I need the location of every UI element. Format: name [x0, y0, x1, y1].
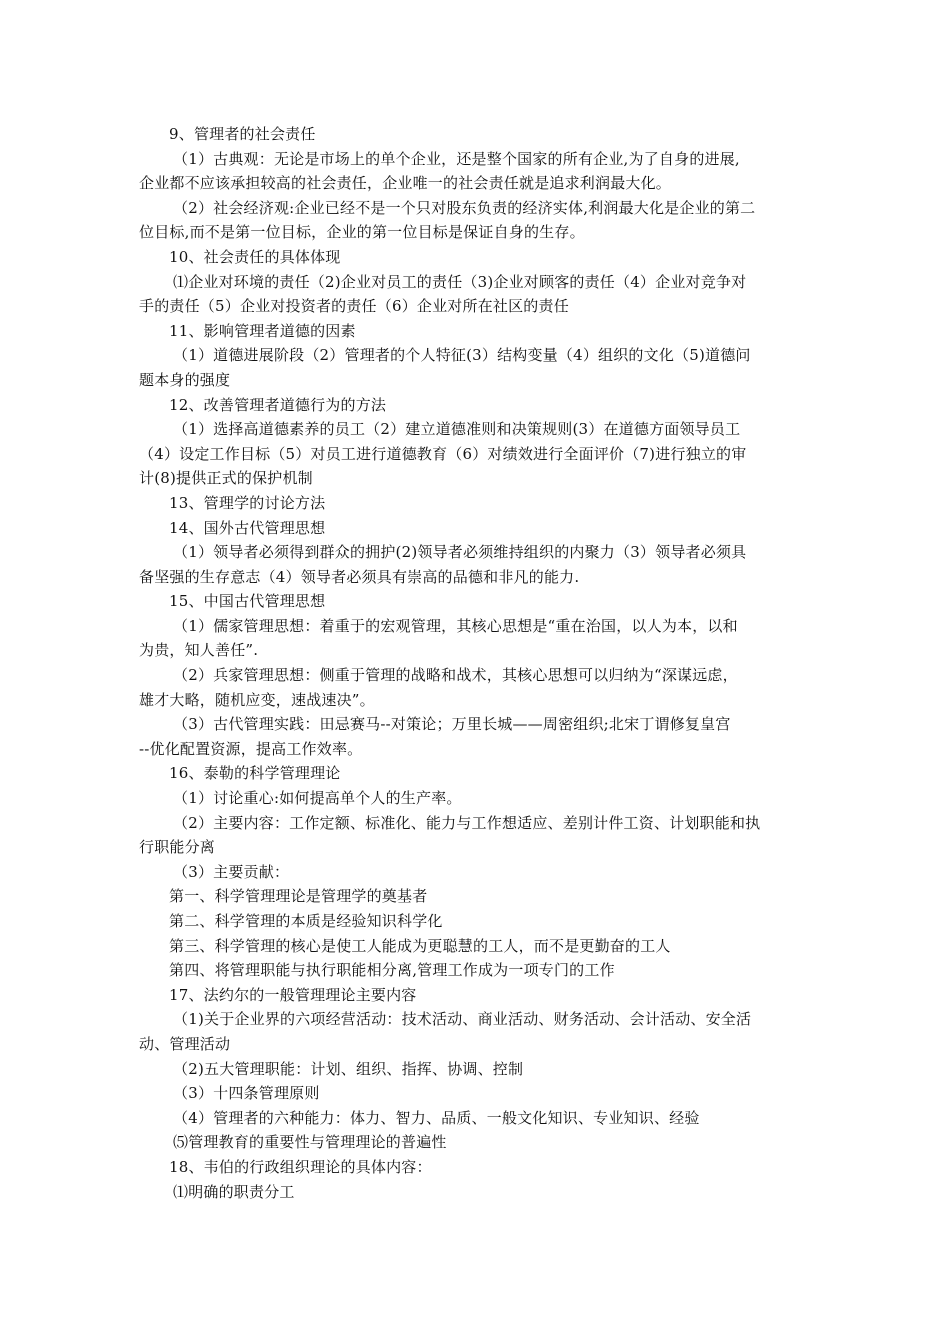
text-line: 第二、科学管理的本质是经验知识科学化 [169, 912, 443, 930]
text-line: 计(8)提供正式的保护机制 [139, 469, 313, 488]
text-line: 位目标,而不是第一位目标，企业的第一位目标是保证自身的生存。 [139, 223, 585, 242]
text-line: 17、法约尔的一般管理理论主要内容 [169, 985, 417, 1004]
text-line: （4）设定工作目标（5）对员工进行道德教育（6）对绩效进行全面评价（7)进行独立的审 [139, 444, 747, 463]
text-line: （2）社会经济观:企业已经不是一个只对股东负责的经济实体,利润最大化是企业的第二 [173, 198, 756, 217]
text-line: ⑴企业对环境的责任（2)企业对员工的责任（3)企业对顾客的责任（4）企业对竞争对 [173, 272, 747, 291]
text-line: （3）主要贡献： [173, 862, 290, 881]
text-line: （4）管理者的六种能力：体力、智力、品质、一般文化知识、专业知识、经验 [173, 1108, 700, 1127]
text-line: （2)五大管理职能：计划、组织、指挥、协调、控制 [173, 1059, 524, 1078]
text-line: （1）道德进展阶段（2）管理者的个人特征(3）结构变量（4）组织的文化（5)道德问 [173, 346, 751, 365]
text-line: 第三、科学管理的核心是使工人能成为更聪慧的工人，而不是更勤奋的工人 [169, 936, 671, 955]
text-line: 企业都不应该承担较高的社会责任，企业唯一的社会责任就是追求利润最大化。 [139, 174, 672, 193]
text-line: 手的责任（5）企业对投资者的责任（6）企业对所在社区的责任 [139, 297, 569, 316]
text-line: 10、社会责任的具体体现 [169, 247, 341, 266]
text-line: 行职能分离 [139, 838, 216, 857]
text-line: 16、泰勒的科学管理理论 [169, 764, 341, 783]
text-line: 12、改善管理者道德行为的方法 [169, 395, 387, 414]
text-line: 11、影响管理者道德的因素 [169, 321, 356, 340]
text-line: 雄才大略，随机应变，速战速决”。 [139, 690, 375, 709]
text-line: --优化配置资源，提高工作效率。 [139, 739, 363, 758]
text-line: （3）古代管理实践：田忌赛马--对策论；万里长城——周密组织;北宋丁谓修复皇宫 [173, 715, 731, 734]
text-line: 动、管理活动 [139, 1034, 231, 1053]
text-line: （1）儒家管理思想：着重于的宏观管理，其核心思想是“重在治国，以人为本，以和 [173, 616, 738, 635]
text-line: 15、中国古代管理思想 [169, 592, 326, 611]
text-line: 第一、科学管理理论是管理学的奠基者 [169, 887, 428, 906]
text-line: （1）选择高道德素养的员工（2）建立道德准则和决策规则(3）在道德方面领导员工 [173, 420, 741, 439]
text-line: 13、管理学的讨论方法 [169, 493, 326, 512]
text-line: （1）领导者必须得到群众的拥护(2)领导者必须维持组织的内聚力（3）领导者必须具 [173, 543, 747, 562]
text-line: ⑸管理教育的重要性与管理理论的普遍性 [173, 1133, 447, 1152]
text-line: 14、国外古代管理思想 [169, 518, 326, 537]
text-line: （1)关于企业界的六项经营活动：技术活动、商业活动、财务活动、会计活动、安全活 [173, 1010, 752, 1029]
text-line: （1）古典观：无论是市场上的单个企业，还是整个国家的所有企业,为了自身的进展, [173, 149, 740, 168]
text-line: （1）讨论重心:如何提高单个人的生产率。 [173, 789, 462, 808]
text-line: 第四、将管理职能与执行职能相分离,管理工作成为一项专门的工作 [169, 961, 615, 980]
text-line: 9、管理者的社会责任 [169, 125, 316, 143]
text-line: 备坚强的生存意志（4）领导者必须具有崇高的品德和非凡的能力. [139, 567, 580, 586]
document-page [139, 122, 815, 1204]
text-line: （2）主要内容：工作定额、标准化、能力与工作想适应、差别计件工资、计划职能和执 [173, 813, 761, 832]
text-line: （2）兵家管理思想：侧重于管理的战略和战术，其核心思想可以归纳为“深谋远虑， [173, 666, 738, 685]
text-line: （3）十四条管理原则 [173, 1084, 320, 1103]
text-line: ⑴明确的职责分工 [173, 1182, 295, 1201]
text-line: 题本身的强度 [139, 370, 231, 389]
text-line: 为贵，知人善任”. [139, 641, 259, 660]
text-line: 18、韦伯的行政组织理论的具体内容： [169, 1157, 432, 1176]
